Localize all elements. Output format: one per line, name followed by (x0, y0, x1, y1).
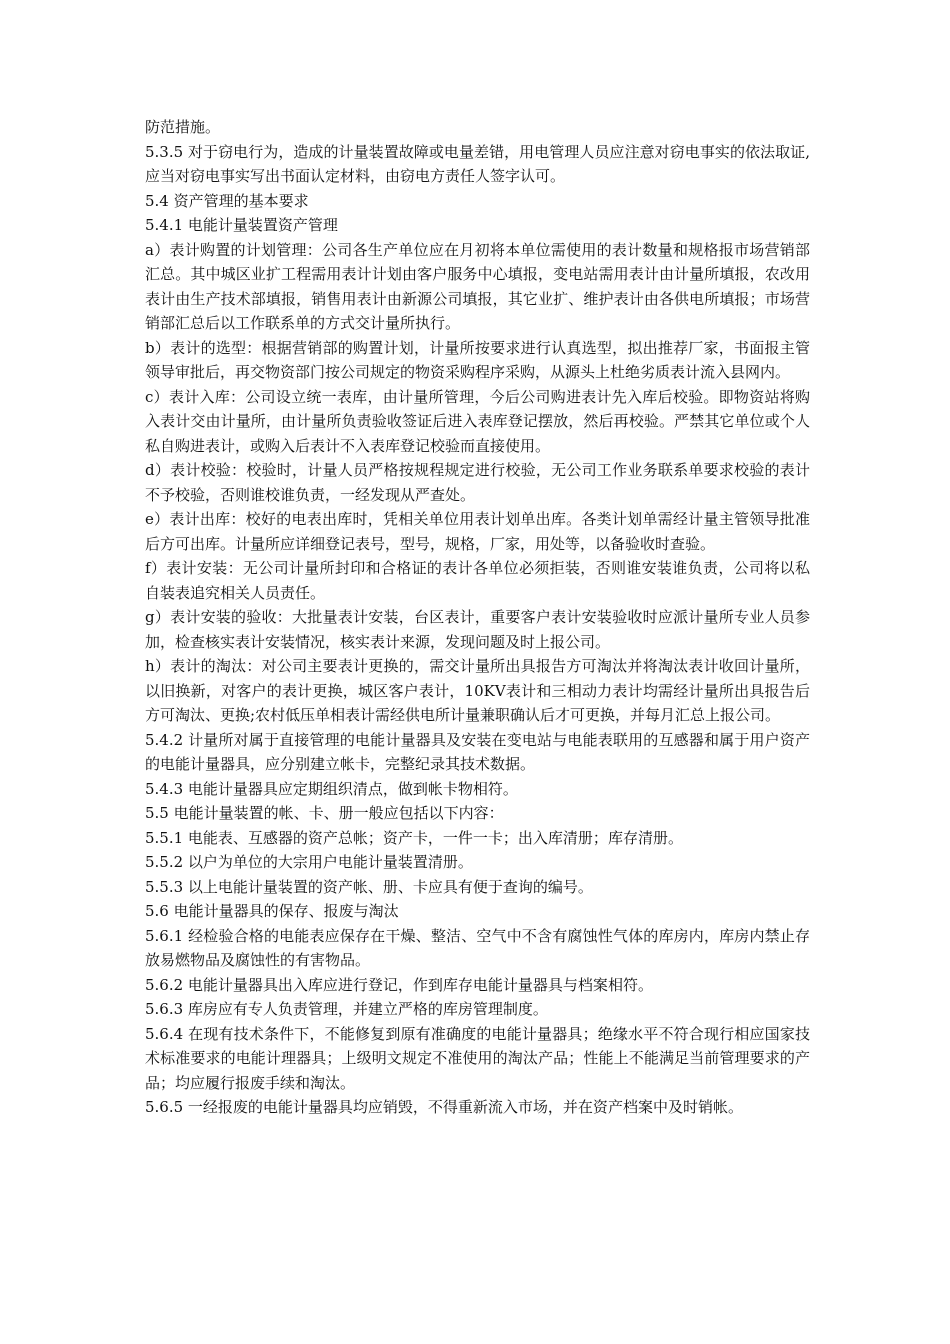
paragraph-5-6-5: 5.6.5 一经报废的电能计量器具均应销毁，不得重新流入市场，并在资产档案中及时销帐。 (145, 1098, 743, 1116)
paragraph-5-5-3: 5.5.3 以上电能计量装置的资产帐、册、卡应具有便于查询的编号。 (145, 877, 593, 896)
document-page (145, 115, 810, 1120)
paragraph-continuation: 防范措施。 (145, 118, 221, 136)
section-heading-5-4: 5.4 资产管理的基本要求 (145, 191, 309, 210)
paragraph-item-e: e）表计出库：校好的电表出库时，凭相关单位用表计划单出库。各类计划单需经计量主管领导批准后方可出库。计量所应详细登记表号，型号，规格，厂家，用处等，以备验收时查验。 (145, 510, 810, 553)
paragraph-item-g: g）表计安装的验收：大批量表计安装，台区表计，重要客户表计安装验收时应派计量所专业人员参加，检查核实表计安装情况，核实表计来源，发现问题及时上报公司。 (145, 608, 810, 651)
section-heading-5-6: 5.6 电能计量器具的保存、报废与淘汰 (145, 902, 399, 920)
paragraph-item-c: c）表计入库：公司设立统一表库，由计量所管理，今后公司购进表计先入库后校验。即物资站将购入表计交由计量所，由计量所负责验收签证后进入表库登记摆放，然后再校验。严禁其它单位或个人私自购进表计，或购入后表计不入表库登记校验而直接使用。 (145, 387, 810, 455)
paragraph-item-f: f）表计安装：无公司计量所封印和合格证的表计各单位必须拒装，否则谁安装谁负责，公司将以私自装表追究相关人员责任。 (145, 559, 810, 602)
paragraph-5-4-3: 5.4.3 电能计量器具应定期组织清点，做到帐卡物相符。 (145, 779, 518, 798)
paragraph-5-6-1: 5.6.1 经检验合格的电能表应保存在干燥、整洁、空气中不含有腐蚀性气体的库房内，库房内禁止存放易燃物品及腐蚀性的有害物品。 (145, 926, 810, 969)
paragraph-5-3-5: 5.3.5 对于窃电行为，造成的计量装置故障或电量差错，用电管理人员应注意对窃电事实的依法取证,应当对窃电事实写出书面认定材料，由窃电方责任人签字认可。 (145, 142, 810, 185)
section-heading-5-4-1: 5.4.1 电能计量装置资产管理 (145, 216, 338, 234)
paragraph-5-4-2: 5.4.2 计量所对属于直接管理的电能计量器具及安装在变电站与电能表联用的互感器和属于用户资产的电能计量器具，应分别建立帐卡，完整纪录其技术数据。 (145, 730, 810, 773)
paragraph-5-5-1: 5.5.1 电能表、互感器的资产总帐；资产卡，一件一卡；出入库清册；库存清册。 (145, 828, 683, 847)
section-heading-5-5: 5.5 电能计量装置的帐、卡、册一般应包括以下内容： (145, 804, 504, 822)
paragraph-item-d: d）表计校验：校验时，计量人员严格按规程规定进行校验，无公司工作业务联系单要求校验的表计不予校验，否则谁校谁负责，一经发现从严查处。 (145, 461, 810, 504)
paragraph-item-h: h）表计的淘汰：对公司主要表计更换的，需交计量所出具报告方可淘汰并将淘汰表计收回计量所，以旧换新，对客户的表计更换，城区客户表计，10KV表计和三相动力表计均需经计量所出具报告后方可淘汰、更换;农村低压单相表计需经供电所计量兼职确认后才可更换，并每月汇总上报公司。 (145, 657, 810, 724)
paragraph-5-6-4: 5.6.4 在现有技术条件下，不能修复到原有准确度的电能计量器具；绝缘水平不符合现行相应国家技术标准要求的电能计理器具；上级明文规定不准使用的淘汰产品；性能上不能满足当前管理要求的产品；均应履行报废手续和淘汰。 (145, 1024, 810, 1092)
paragraph-item-b: b）表计的选型：根据营销部的购置计划，计量所按要求进行认真选型，拟出推荐厂家，书面报主管领导审批后，再交物资部门按公司规定的物资采购程序采购，从源头上杜绝劣质表计流入县网内。 (145, 338, 810, 381)
paragraph-item-a: a）表计购置的计划管理：公司各生产单位应在月初将本单位需使用的表计数量和规格报市场营销部汇总。其中城区业扩工程需用表计计划由客户服务中心填报，变电站需用表计由计量所填报，农改用表计由生产技术部填报，销售用表计由新源公司填报，其它业扩、维护表计由各供电所填报；市场营销部汇总后以工作联系单的方式交计量所执行。 (145, 240, 810, 332)
paragraph-5-6-3: 5.6.3 库房应有专人负责管理，并建立严格的库房管理制度。 (145, 1000, 548, 1018)
paragraph-5-6-2: 5.6.2 电能计量器具出入库应进行登记，作到库存电能计量器具与档案相符。 (145, 975, 653, 994)
paragraph-5-5-2: 5.5.2 以户为单位的大宗用户电能计量装置清册。 (145, 853, 473, 871)
